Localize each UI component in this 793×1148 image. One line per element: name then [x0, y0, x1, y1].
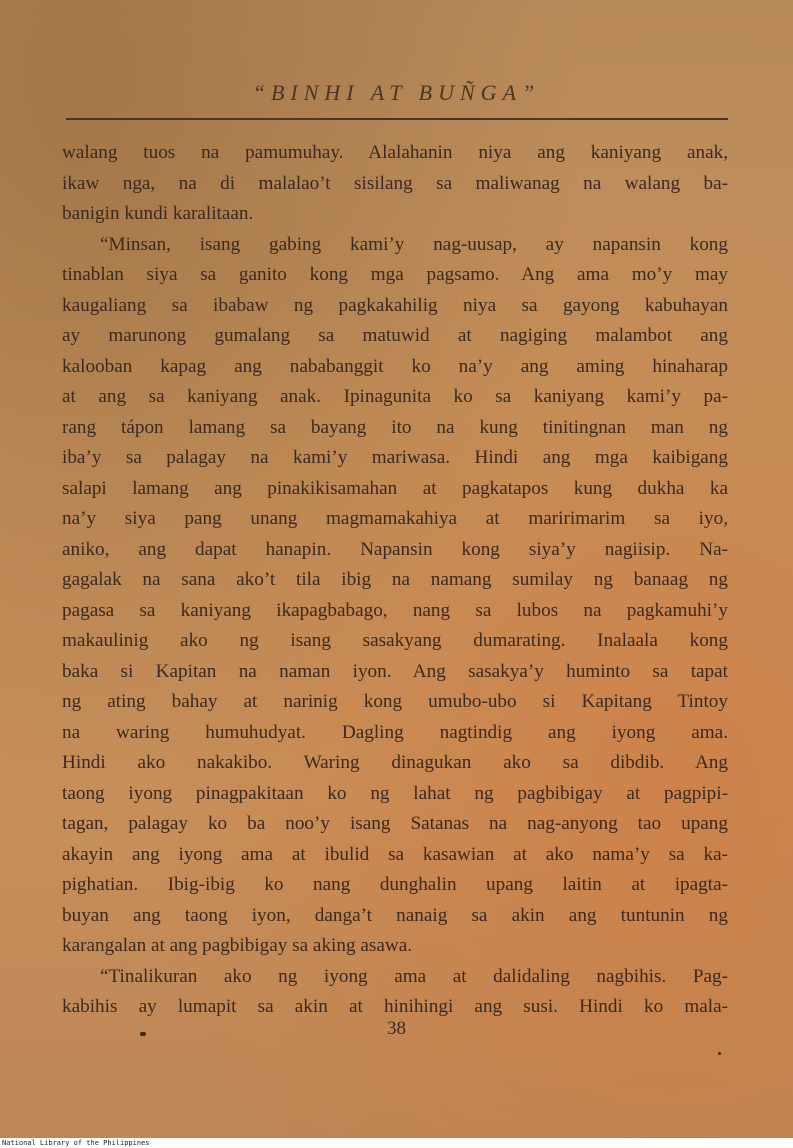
text-line: rang tápon lamang sa bayang ito na kung tinitingnan man ng: [62, 416, 728, 438]
text-line: walang tuos na pamumuhay. Alalahanin niya ang kaniyang anak,: [62, 142, 728, 163]
text-line: salapi lamang ang pinakikisamahan at pagkatapos kung dukha ka: [62, 477, 728, 499]
text-line: pighatian. Ibig-ibig ko nang dunghalin upang laitin at ipagta-: [62, 874, 728, 895]
text-line: tinablan siya sa ganito kong mga pagsamo. Ang ama mo’y may: [62, 264, 728, 285]
speck: [718, 1052, 721, 1055]
text-line: na waring humuhudyat. Dagling nagtindig ang iyong ama.: [62, 721, 728, 743]
text-line: aniko, ang dapat hanapin. Napansin kong siya’y nagiisip. Na-: [62, 538, 728, 560]
text-line: taong iyong pinagpakitaan ko ng lahat ng pagbibigay at pagpipi-: [62, 782, 728, 804]
text-line: iba’y sa palagay na kami’y mariwasa. Hindi ang mga kaibigang: [62, 447, 728, 468]
text-line: Hindi ako nakakibo. Waring dinagukan ako sa dibdib. Ang: [62, 752, 728, 773]
text-line: “Minsan, isang gabing kami’y nag-uusap, ay napansin kong: [100, 233, 728, 255]
text-line: makaulinig ako ng isang sasakyang dumarating. Inalaala kong: [62, 630, 728, 651]
text-line: pagasa sa kaniyang ikapagbabago, nang sa lubos na pagkamuhi’y: [62, 599, 728, 621]
text-line: ikaw nga, na di malalao’t sisilang sa maliwanag na walang ba-: [62, 172, 728, 194]
text-line: buyan ang taong iyon, danga’t nanaig sa akin ang tuntunin ng: [62, 904, 728, 926]
text-line: ay marunong gumalang sa matuwid at nagiging malambot ang: [62, 325, 728, 346]
page-number: 38: [387, 1018, 406, 1039]
text-line: akayin ang iyong ama at ibulid sa kasawian at ako nama’y sa ka-: [62, 843, 728, 865]
text-line: na’y siya pang unang magmamakahiya at maririmarim sa iyo,: [62, 508, 728, 529]
text-line: karangalan at ang pagbibigay sa aking asawa.: [62, 935, 413, 956]
running-title: “BINHI AT BUÑGA”: [252, 80, 541, 105]
body-text: [62, 138, 728, 1023]
text-line: tagan, palagay ko ba noo’y isang Satanas na nag-anyong tao upang: [62, 813, 728, 834]
text-line: “Tinalikuran ako ng iyong ama at dalidaling nagbihis. Pag-: [100, 965, 728, 987]
text-line: baka si Kapitan na naman iyon. Ang sasakya’y huminto sa tapat: [62, 660, 728, 682]
text-line: gagalak na sana ako’t tila ibig na namang sumilay ng banaag ng: [62, 569, 728, 590]
text-line: ng ating bahay at narinig kong umubo-ubo si Kapitang Tintoy: [62, 691, 728, 712]
header-rule: [66, 118, 728, 120]
library-footer: National Library of the Philippines: [0, 1138, 793, 1148]
text-line: kalooban kapag ang nababanggit ko na’y ang aming hinaharap: [62, 355, 728, 377]
text-line: kaugaliang sa ibabaw ng pagkakahilig niya sa gayong kabuhayan: [62, 294, 728, 316]
text-line: banigin kundi karalitaan.: [62, 203, 254, 224]
text-line: kabihis ay lumapit sa akin at hinihingi ang susi. Hindi ko mala-: [62, 996, 728, 1017]
text-line: at ang sa kaniyang anak. Ipinagunita ko sa kaniyang kami’y pa-: [62, 386, 728, 407]
